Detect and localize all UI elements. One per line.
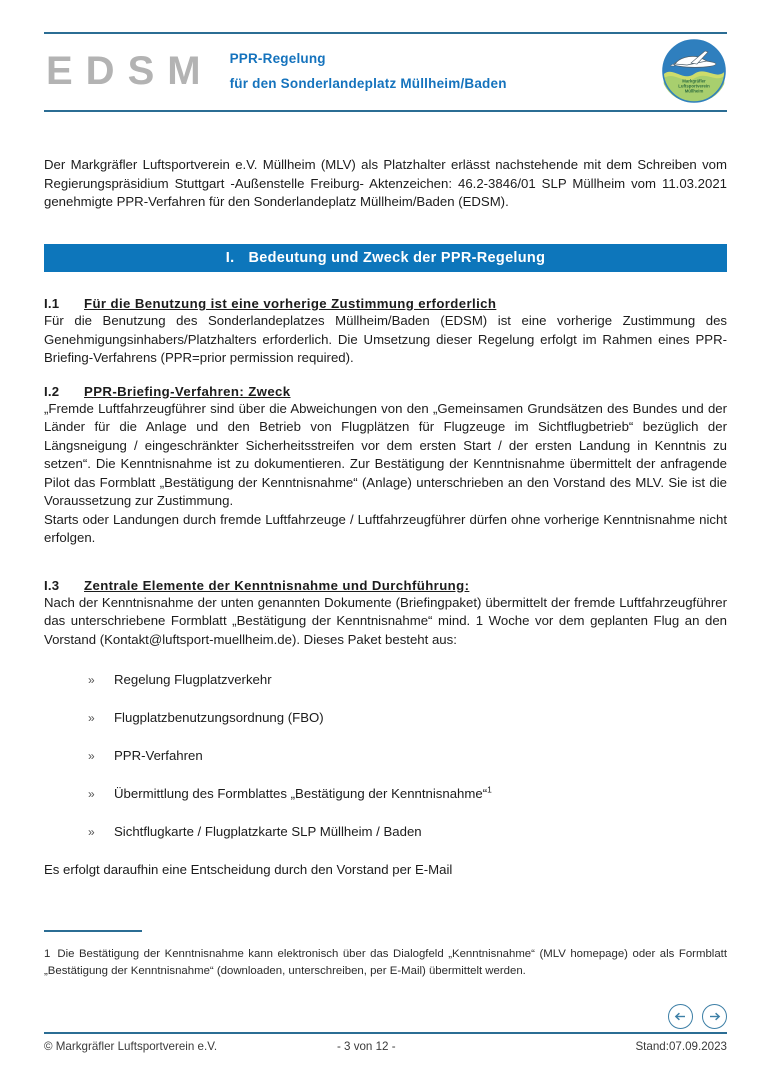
logo-text-line3: Müllheim — [684, 88, 704, 94]
section-i2-number: I.2 — [44, 383, 60, 399]
bullet-marker-icon: » — [88, 749, 95, 763]
section-banner — [44, 244, 727, 272]
section-i3 — [44, 578, 727, 650]
section-i1-number: I.1 — [44, 296, 60, 311]
briefing-package-list — [44, 671, 727, 841]
arrow-left-circle-icon[interactable] — [668, 1004, 693, 1029]
section-i2-title: PPR-Briefing-Verfahren: Zweck — [84, 383, 291, 399]
header-titles — [230, 51, 507, 91]
bullet-marker-icon: » — [88, 711, 95, 725]
section-spacer — [44, 564, 727, 578]
section-i3-number: I.3 — [44, 577, 60, 593]
footer-revision-date: Stand:07.09.2023 — [635, 1040, 727, 1053]
document-content — [44, 296, 727, 880]
logo-text-line1: Markgräfler — [682, 78, 706, 84]
section-i2-heading — [44, 384, 727, 399]
list-item-text: Übermittlung des Formblattes „Bestätigung der Kenntnisnahme“ — [114, 786, 488, 801]
footer-rule — [44, 1032, 727, 1034]
section-i2-body — [44, 400, 727, 548]
list-item — [44, 785, 727, 803]
footnote-reference: 1 — [487, 784, 492, 795]
list-item — [44, 747, 727, 765]
bullet-marker-icon: » — [88, 825, 95, 839]
section-i1-title: Für die Benutzung ist eine vorherige Zustimmung erforderlich — [84, 296, 497, 311]
footnote-text — [44, 946, 727, 979]
list-item-label: Flugplatzbenutzungsordnung (FBO) — [114, 710, 324, 725]
section-i2 — [44, 384, 727, 548]
footnote-area — [44, 930, 727, 979]
footnote-number: 1 — [44, 948, 51, 960]
document-subtitle: für den Sonderlandeplatz Müllheim/Baden — [229, 76, 507, 91]
list-item — [44, 709, 727, 727]
list-item-label: Regelung Flugplatzverkehr — [114, 672, 272, 687]
logo-text-line2: Luftsportverein — [678, 83, 710, 89]
header-bottom-rule — [44, 110, 727, 112]
footer-copyright: © Markgräfler Luftsportverein e.V. — [44, 1040, 218, 1053]
list-item-label — [114, 785, 727, 803]
section-i3-paragraph: Nach der Kenntnisnahme der unten genannten Dokumente (Briefingpaket) übermittelt der fremde Luftfahrzeugführer das unterschriebene Formblatt „Bestätigung der Kenntnisnahme“ mind. 1 Woche vor dem geplanten Flug an den Vorstand (Kontakt@luftsport-muellheim.de). Dieses Paket besteht aus: — [44, 594, 727, 647]
section-i1-paragraph: Für die Benutzung des Sonderlandeplatzes Müllheim/Baden (EDSM) ist eine vorherige Zustimmung des Genehmigungsinhabers/Platzhalters erforderlich. Die Umsetzung dieser Regelung erfolgt im Rahmen eines PPR-Briefing-Verfahrens (PPR=prior permission required). — [44, 313, 727, 365]
section-banner-number: I. — [225, 250, 235, 266]
footnote-separator — [44, 930, 142, 932]
header-body — [44, 34, 727, 108]
bullet-marker-icon: » — [88, 787, 95, 801]
list-item — [44, 823, 727, 841]
closing-paragraph: Es erfolgt daraufhin eine Entscheidung durch den Vorstand per E-Mail — [44, 862, 453, 877]
page-footer — [44, 1040, 727, 1053]
section-i1 — [44, 296, 727, 368]
bullet-marker-icon: » — [88, 673, 95, 687]
section-i3-title: Zentrale Elemente der Kenntnisnahme und Durchführung: — [84, 577, 470, 593]
list-item-label: PPR-Verfahren — [114, 748, 203, 763]
section-i2-paragraph-1: „Fremde Luftfahrzeugführer sind über die Abweichungen von den „Gemeinsamen Grundsätzen des Bundes und der Länder für die Anlage und den Betrieb von Flugplätzen für Flugzeuge im Sichtflugbetrieb“ bezüglich der Längsneigung / eingeschränkter Sicherheitsstreifen vor dem ersten Start / der ersten Landung in Kenntnis zu setzen“. Die Kenntnisnahme ist zu dokumentieren. Zur Bestätigung der Kenntnisnahme übermittelt der anfragende Pilot das Formblatt „Bestätigung der Kenntnisnahme“ (Anlage) unterschrieben an den Vorstand des MLV. Sie ist die Voraussetzung zur Zustimmung. — [44, 400, 727, 508]
footnote-body: Die Bestätigung der Kenntnisnahme kann elektronisch über das Dialogfeld „Kenntnisnahme“ (MLV homepage) oder als Formblatt „Bestätigung der Kenntnisnahme“ (downloaden, unterschreiben, per E-Mail) übermittelt werden. — [44, 948, 727, 977]
airport-code: EDSM — [46, 49, 214, 93]
list-item — [44, 671, 727, 689]
section-i1-heading — [44, 296, 727, 311]
club-emblem-logo — [661, 38, 727, 104]
list-item-label: Sichtflugkarte / Flugplatzkarte SLP Müllheim / Baden — [114, 824, 422, 839]
section-i3-body — [44, 594, 727, 650]
document-title: PPR-Regelung — [229, 51, 326, 66]
page-header — [44, 32, 727, 112]
intro-paragraph: Der Markgräfler Luftsportverein e.V. Müllheim (MLV) als Platzhalter erlässt nachstehende mit dem Schreiben vom Regierungspräsidium Stuttgart -Außenstelle Freiburg- Aktenzeichen: 46.2-3846/01 SLP Müllheim vom 11.03.2021 genehmigte PPR-Verfahren für den Sonderlandeplatz Müllheim/Baden (EDSM). — [44, 157, 727, 209]
section-i1-body — [44, 312, 727, 368]
footer-page-number: - 3 von 12 - — [336, 1040, 396, 1053]
arrow-right-circle-icon[interactable] — [702, 1004, 727, 1029]
page-navigation[interactable] — [668, 1004, 727, 1029]
section-i2-paragraph-2: Starts oder Landungen durch fremde Luftfahrzeuge / Luftfahrzeugführer dürfen ohne vorherige Kenntnisnahme nicht erfolgen. — [44, 511, 727, 545]
section-i3-heading — [44, 578, 727, 593]
section-banner-title: Bedeutung und Zweck der PPR-Regelung — [248, 250, 546, 266]
